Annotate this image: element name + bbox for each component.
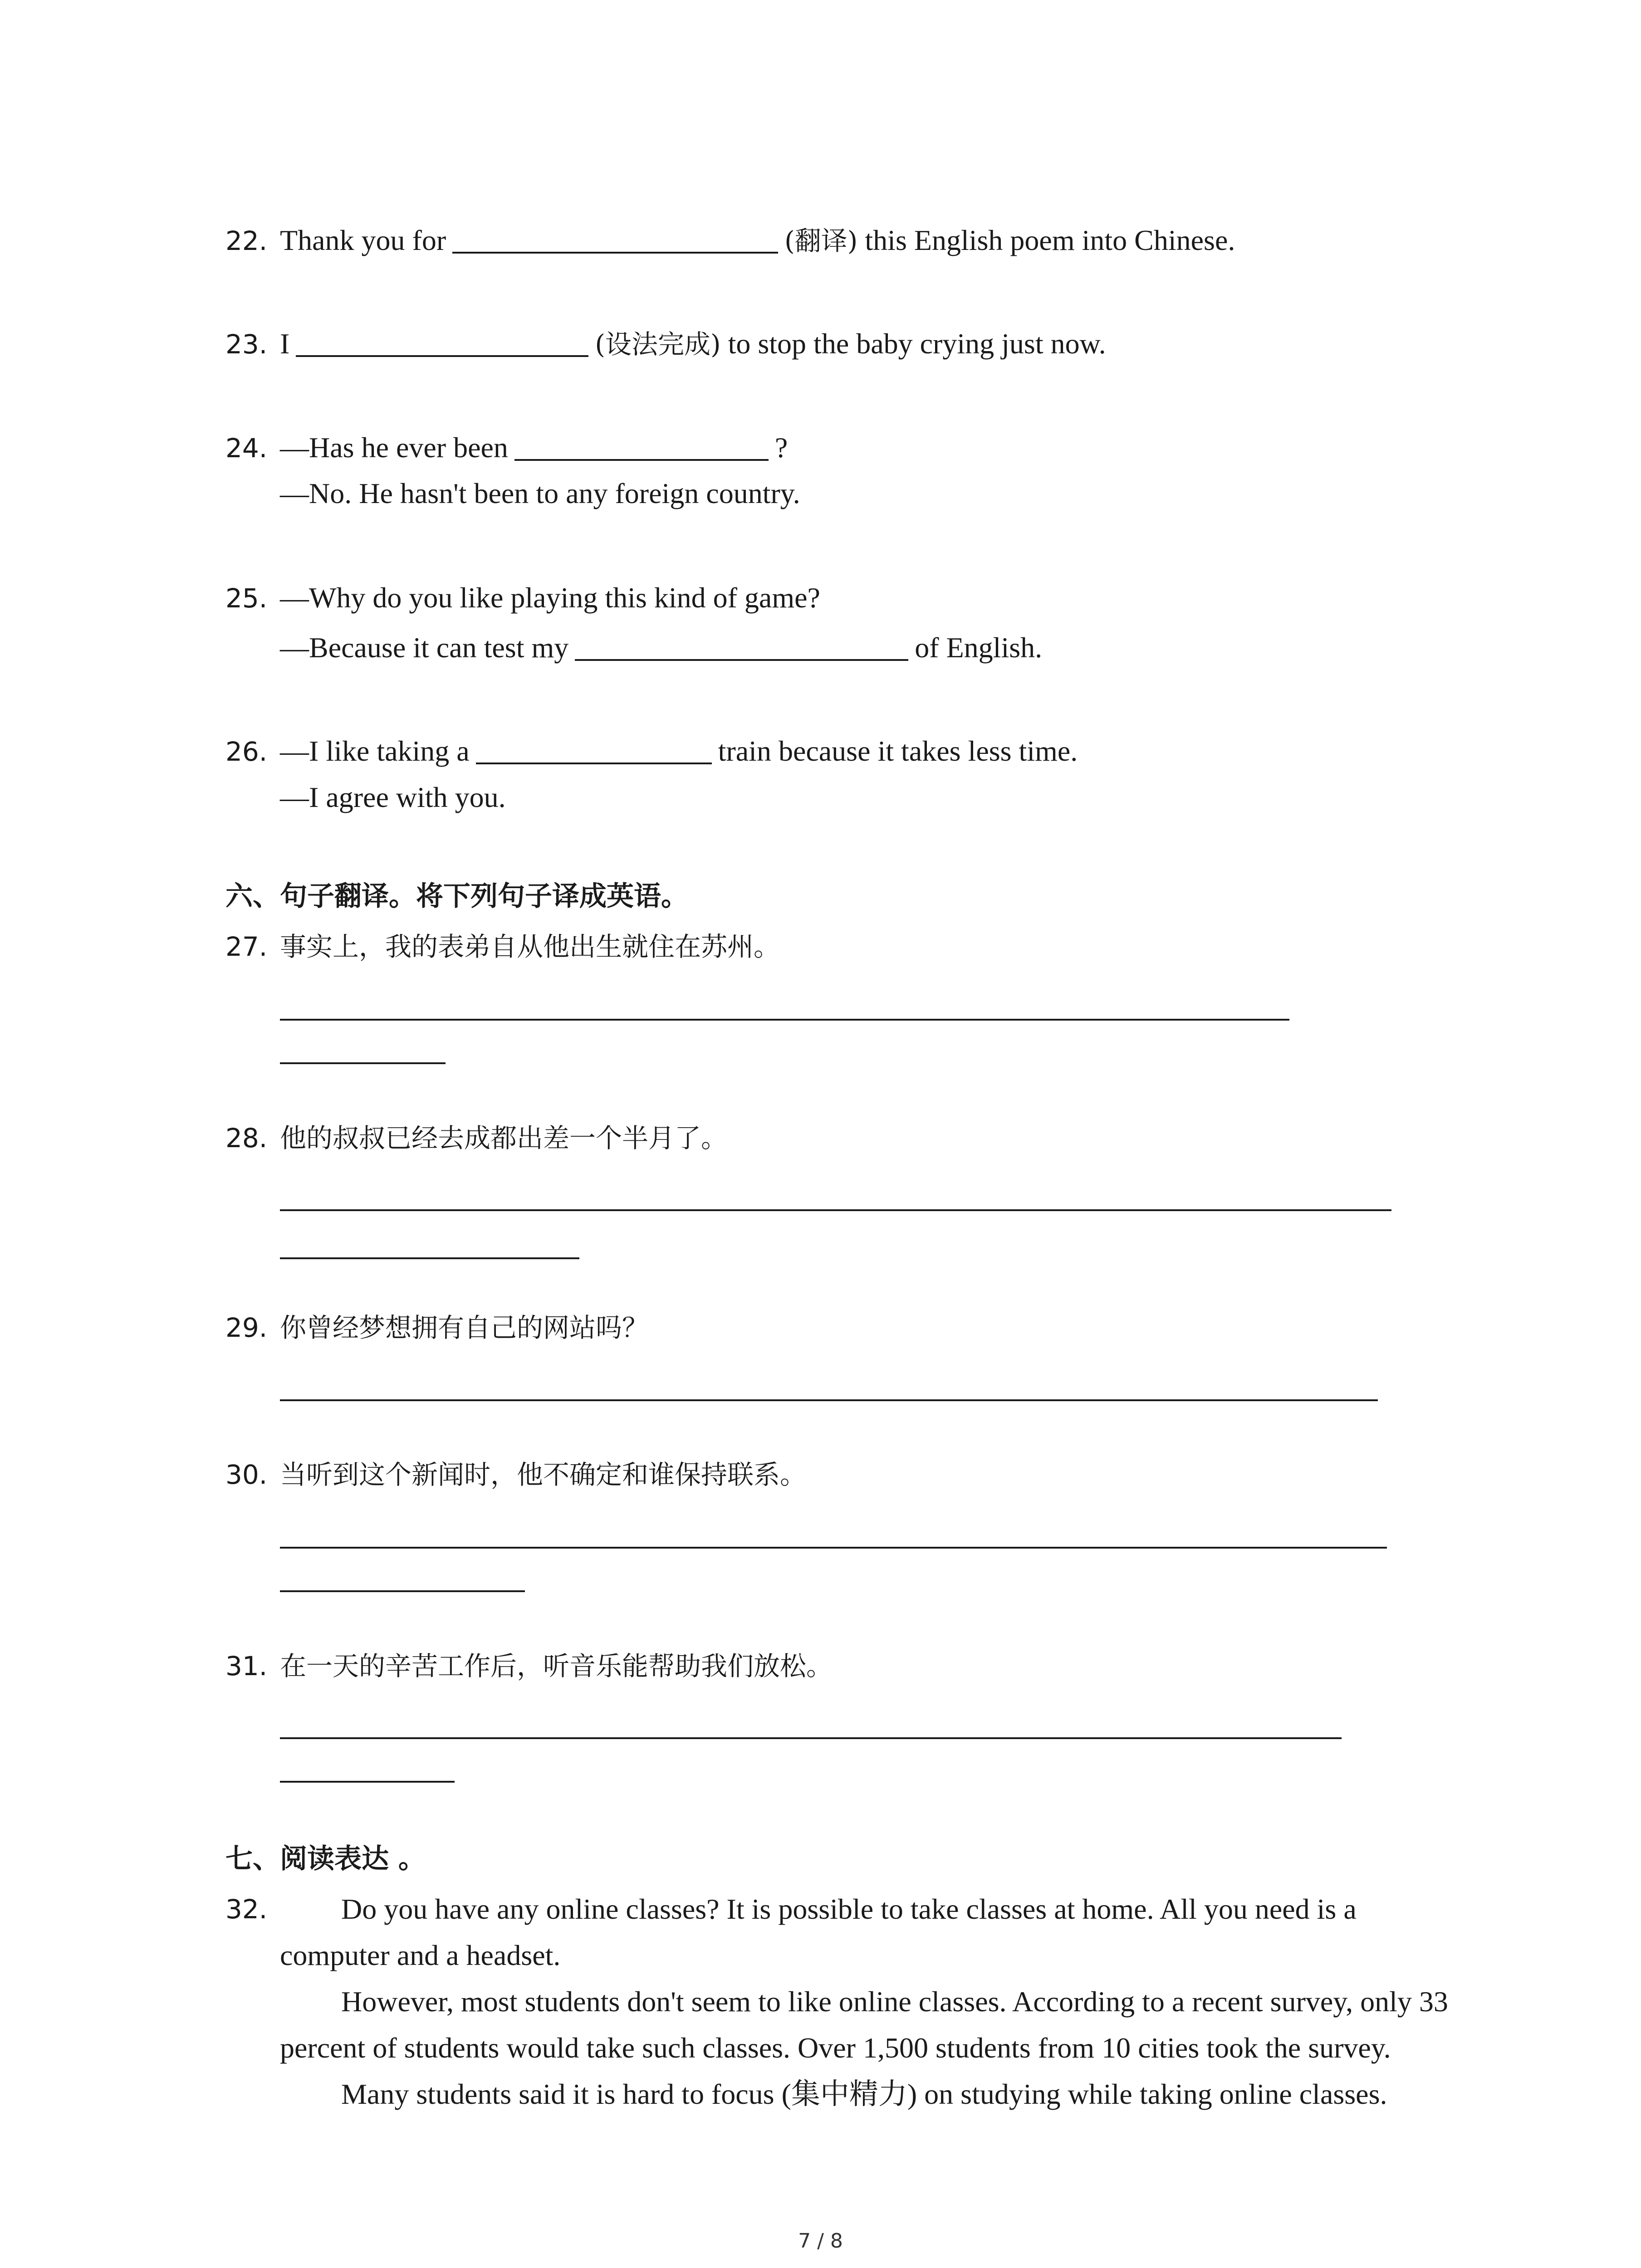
question-25 [225,580,820,616]
question-26-reply: —I agree with you. [280,781,506,813]
question-number: 24. [225,433,268,464]
question-text: —Because it can test my [280,631,569,664]
question-24 [225,430,788,466]
answer-line[interactable] [280,1590,525,1592]
question-text: 事实上，我的表弟自从他出生就住在苏州。 [280,931,780,962]
question-number: 22. [225,225,268,256]
question-text: 你曾经梦想拥有自己的网站吗？ [280,1312,649,1343]
answer-line[interactable] [280,1737,1342,1739]
section-7-heading: 七、阅读表达 。 [225,1843,426,1875]
reading-passage [280,1886,1450,2117]
question-text: 在一天的辛苦工作后，听音乐能帮助我们放松。 [280,1651,833,1681]
question-32-number [225,1891,280,1927]
answer-blank[interactable] [514,432,769,461]
question-number: 32. [225,1894,268,1925]
answer-line[interactable] [280,1019,1289,1021]
question-number: 26. [225,736,268,767]
answer-line[interactable] [280,1781,455,1783]
question-text: —I like taking a [280,735,470,767]
question-25-reply [280,630,1042,666]
question-number: 29. [225,1312,268,1343]
question-number: 28. [225,1123,268,1154]
answer-line[interactable] [280,1399,1378,1401]
answer-line[interactable] [280,1547,1387,1549]
answer-line[interactable] [280,1062,446,1064]
question-text: —Why do you like playing this kind of game? [280,582,820,614]
question-text: 当听到这个新闻时，他不确定和谁保持联系。 [280,1459,807,1490]
passage-paragraph-3: Many students said it is hard to focus (集中精力) on studying while taking online classes. [341,2078,1387,2110]
question-text: to stop the baby crying just now. [720,327,1106,360]
passage-paragraph-2: However, most students don't seem to like online classes. According to a recent survey, only 33 percent of students would take such classes. Over 1,500 students from 10 cities took the survey. [280,1985,1448,2064]
answer-blank[interactable] [452,225,778,254]
section-6-heading: 六、句子翻译。将下列句子译成英语。 [225,880,688,912]
answer-blank[interactable] [296,328,588,357]
question-text: train because it takes less time. [718,735,1078,767]
question-text: ? [774,431,788,464]
question-text: 他的叔叔已经去成都出差一个半月了。 [280,1123,728,1154]
answer-blank[interactable] [476,735,712,764]
question-22 [225,222,1235,259]
question-text: I [280,327,290,360]
question-text: Thank you for [280,224,446,256]
question-24-reply: —No. He hasn't been to any foreign country. [280,477,800,509]
question-text: this English poem into Chinese. [857,224,1235,256]
page-number: 7 / 8 [798,2229,843,2253]
answer-line[interactable] [280,1257,579,1259]
question-number: 27. [225,931,268,962]
hint-text: (翻译) [784,225,858,256]
question-number: 23. [225,329,268,360]
passage-paragraph-1: Do you have any online classes? It is possible to take classes at home. All you need is a computer and a headset. [280,1893,1357,1971]
question-29 [225,1309,648,1346]
question-text: of English. [915,631,1043,664]
question-26 [225,733,1078,770]
question-number: 25. [225,583,268,614]
answer-blank[interactable] [575,632,908,661]
hint-text: (设法完成) [595,329,721,360]
question-23 [225,326,1106,362]
question-text: —Has he ever been [280,431,508,464]
question-number: 30. [225,1459,268,1490]
answer-line[interactable] [280,1209,1391,1211]
question-31 [225,1647,833,1684]
question-28 [225,1119,727,1156]
question-27 [225,928,780,965]
question-number: 31. [225,1651,268,1681]
question-30 [225,1456,806,1493]
